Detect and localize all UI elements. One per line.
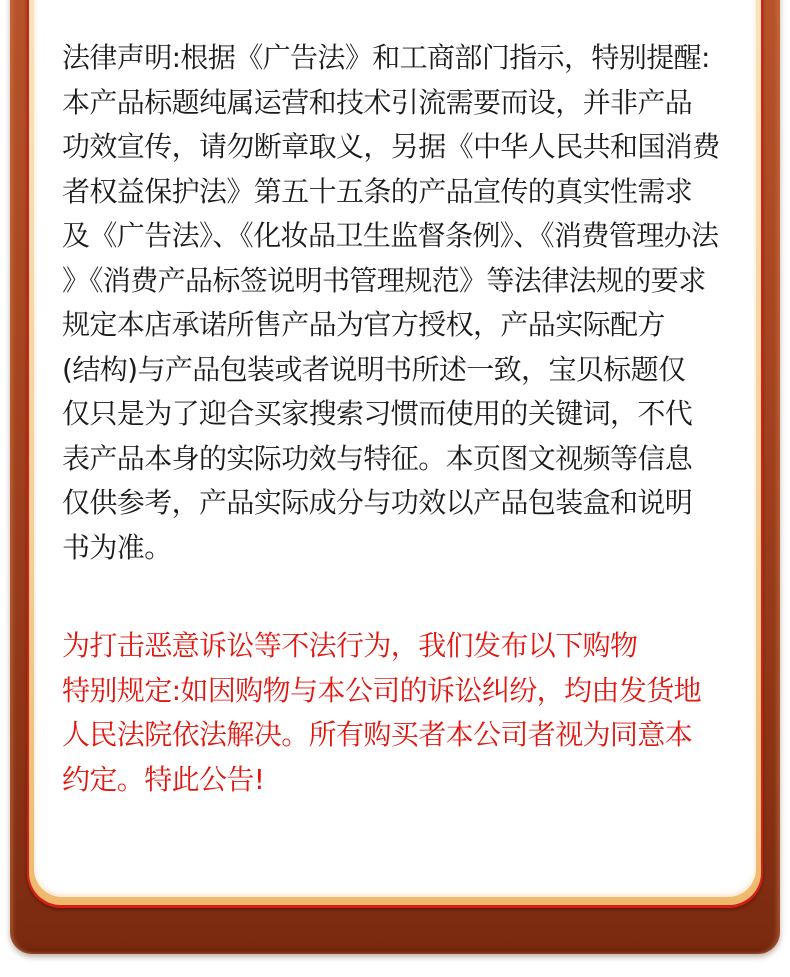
text-content [62,36,752,802]
shopping-notice [62,624,752,802]
legal-statement [62,36,752,570]
legal-line: 规定本店承诺所售产品为官方授权，产品实际配方 [62,308,665,341]
notice-line: 特别规定:如因购物与本公司的诉讼纠纷，均由发货地 [62,673,702,707]
legal-line: 书为准。 [62,530,172,564]
legal-line: 及《广告法》、《化妆品卫生监督条例》、《消费管理办法 [62,219,719,252]
legal-line: 》《消费产品标签说明书管理规范》等法律法规的要求 [62,263,706,297]
notice-line: 约定。特此公告! [62,762,265,796]
legal-line: 本产品标题纯属运营和技术引流需要而设，并非产品 [62,85,693,119]
legal-line: (结构)与产品包装或者说明书所述一致，宝贝标题仅 [62,352,686,386]
legal-line: 法律声明:根据《广告法》和工商部门指示，特别提醒: [62,41,710,74]
legal-line: 者权益保护法》第五十五条的产品宣传的真实性需求 [62,174,693,208]
legal-line: 仅只是为了迎合买家搜索习惯而使用的关键词，不代 [62,397,693,430]
legal-line: 仅供参考，产品实际成分与功效以产品包装盒和说明 [62,486,693,519]
legal-line: 功效宣传，请勿断章取义，另据《中华人民共和国消费 [62,130,720,163]
legal-line: 表产品本身的实际功效与特征。本页图文视频等信息 [62,441,693,475]
notice-line: 为打击恶意诉讼等不法行为，我们发布以下购物 [62,629,638,662]
notice-line: 人民法院依法解决。所有购买者本公司者视为同意本 [62,718,693,751]
